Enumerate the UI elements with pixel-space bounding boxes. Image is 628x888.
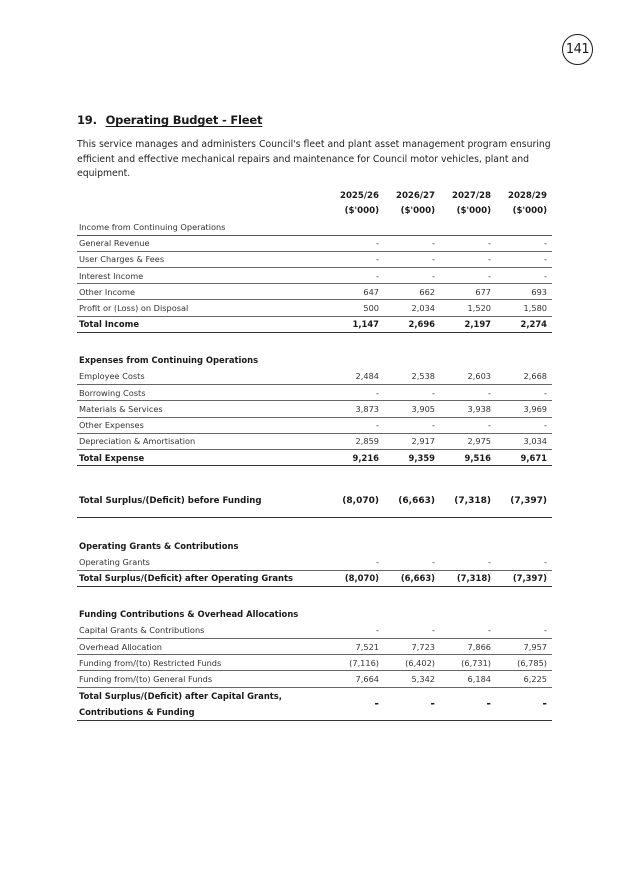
row-label: Funding from/(to) General Funds	[77, 671, 328, 687]
value-cell: 500	[328, 300, 384, 316]
section-heading	[77, 113, 262, 127]
section-intro: This service manages and administers Council's fleet and plant asset management program ensuring efficient and effective mechanical repairs and maintenance for Council motor vehicles, plant and equipment.	[77, 139, 551, 180]
value-cell: -	[328, 687, 384, 720]
value-cell: -	[384, 622, 440, 638]
column-unit: ($'000)	[456, 206, 491, 216]
value-cell: 677	[440, 284, 496, 300]
value-cell: 662	[384, 284, 440, 300]
value-cell: 7,866	[440, 639, 496, 655]
value-cell: -	[384, 235, 440, 251]
value-cell	[384, 466, 440, 486]
row-label: Operating Grants & Contributions	[79, 540, 239, 551]
column-header	[435, 189, 491, 219]
value-cell	[496, 332, 552, 352]
line-item-row	[77, 369, 552, 385]
value-cell: -	[328, 385, 384, 401]
value-cell	[384, 606, 440, 622]
value-cell	[328, 606, 384, 622]
value-cell: (8,070)	[328, 486, 384, 518]
value-cell: -	[440, 687, 496, 720]
value-cell: -	[440, 235, 496, 251]
total-row	[77, 570, 552, 586]
column-header	[379, 189, 435, 219]
value-cell: 2,484	[328, 369, 384, 385]
value-cell	[328, 466, 384, 486]
value-cell	[496, 352, 552, 368]
operating-budget-table	[77, 219, 552, 721]
value-cell: (6,402)	[384, 655, 440, 671]
value-cell: 7,664	[328, 671, 384, 687]
value-cell: 3,969	[496, 401, 552, 417]
value-cell	[440, 518, 496, 538]
page-number-badge: 141	[562, 34, 593, 65]
line-item-row	[77, 554, 552, 570]
column-year: 2026/27	[395, 191, 435, 201]
row-label: Operating Grants	[77, 554, 328, 570]
row-label: Employee Costs	[77, 369, 328, 385]
line-item-row	[77, 417, 552, 433]
value-cell	[328, 518, 384, 538]
row-label: Materials & Services	[77, 401, 328, 417]
value-cell: 3,938	[440, 401, 496, 417]
value-cell: (7,397)	[496, 486, 552, 518]
value-cell	[496, 466, 552, 486]
value-cell: 9,671	[496, 449, 552, 465]
value-cell: (7,397)	[496, 570, 552, 586]
total-row	[77, 316, 552, 332]
row-label: Other Income	[77, 284, 328, 300]
column-header	[323, 189, 379, 219]
value-cell: -	[328, 554, 384, 570]
value-cell: 1,520	[440, 300, 496, 316]
value-cell: (7,318)	[440, 570, 496, 586]
value-cell: -	[384, 554, 440, 570]
value-cell	[328, 538, 384, 554]
row-label: Overhead Allocation	[77, 639, 328, 655]
row-label: Funding Contributions & Overhead Allocations	[79, 609, 299, 620]
value-cell: 2,034	[384, 300, 440, 316]
value-cell: 2,538	[384, 369, 440, 385]
row-label: Capital Grants & Contributions	[77, 622, 328, 638]
value-cell: -	[384, 268, 440, 284]
value-cell: (8,070)	[328, 570, 384, 586]
value-cell: (6,731)	[440, 655, 496, 671]
row-label	[77, 586, 328, 606]
section-number: 19.	[77, 113, 97, 127]
spacer-row	[77, 332, 552, 352]
section-title: Operating Budget - Fleet	[105, 113, 263, 127]
value-cell: 9,216	[328, 449, 384, 465]
value-cell	[384, 518, 440, 538]
value-cell: -	[440, 622, 496, 638]
value-cell	[440, 332, 496, 352]
value-cell: 2,197	[440, 316, 496, 332]
value-cell: -	[496, 251, 552, 267]
row-label: Total Expense	[77, 449, 328, 465]
value-cell: 2,274	[496, 316, 552, 332]
value-cell: 3,905	[384, 401, 440, 417]
value-cell	[384, 538, 440, 554]
value-cell: -	[496, 385, 552, 401]
value-cell: 7,723	[384, 639, 440, 655]
value-cell: -	[328, 622, 384, 638]
value-cell: -	[328, 235, 384, 251]
line-item-row	[77, 300, 552, 316]
column-header	[491, 189, 547, 219]
row-label: Borrowing Costs	[77, 385, 328, 401]
section-header-row	[77, 538, 552, 554]
value-cell: -	[496, 235, 552, 251]
value-cell: -	[384, 417, 440, 433]
value-cell	[496, 586, 552, 606]
row-label: Depreciation & Amortisation	[77, 433, 328, 449]
column-year: 2025/26	[339, 191, 379, 201]
value-cell	[496, 518, 552, 538]
row-label: Interest Income	[77, 268, 328, 284]
value-cell: 2,668	[496, 369, 552, 385]
row-label: Total Income	[77, 316, 328, 332]
line-item-row	[77, 655, 552, 671]
value-cell	[496, 538, 552, 554]
value-cell: 9,516	[440, 449, 496, 465]
value-cell: -	[496, 622, 552, 638]
value-cell: 7,521	[328, 639, 384, 655]
value-cell: 2,696	[384, 316, 440, 332]
value-cell	[328, 332, 384, 352]
spacer-row	[77, 466, 552, 486]
row-label	[77, 518, 328, 538]
value-cell: -	[384, 251, 440, 267]
value-cell: 2,917	[384, 433, 440, 449]
column-year: 2027/28	[451, 191, 491, 201]
spacer-row	[77, 586, 552, 606]
row-label: Expenses from Continuing Operations	[79, 355, 259, 366]
value-cell: 9,359	[384, 449, 440, 465]
value-cell: 6,184	[440, 671, 496, 687]
column-unit: ($'000)	[512, 206, 547, 216]
value-cell: 7,957	[496, 639, 552, 655]
value-cell	[384, 352, 440, 368]
value-cell: -	[496, 554, 552, 570]
value-cell: -	[440, 554, 496, 570]
line-item-row	[77, 251, 552, 267]
row-label: User Charges & Fees	[77, 251, 328, 267]
section-header-row	[77, 219, 552, 235]
value-cell: -	[328, 251, 384, 267]
line-item-row	[77, 401, 552, 417]
value-cell	[440, 586, 496, 606]
value-cell	[440, 352, 496, 368]
value-cell: 2,975	[440, 433, 496, 449]
value-cell: 2,859	[328, 433, 384, 449]
value-cell	[384, 219, 440, 235]
value-cell: -	[384, 385, 440, 401]
column-year: 2028/29	[507, 191, 547, 201]
row-label	[77, 332, 328, 352]
value-cell	[440, 538, 496, 554]
line-item-row	[77, 433, 552, 449]
row-label	[77, 466, 328, 486]
value-cell: 1,147	[328, 316, 384, 332]
value-cell: 5,342	[384, 671, 440, 687]
value-cell: 693	[496, 284, 552, 300]
value-cell	[328, 352, 384, 368]
value-cell: -	[384, 687, 440, 720]
line-item-row	[77, 671, 552, 687]
value-cell: -	[496, 687, 552, 720]
total-row	[77, 687, 552, 720]
value-cell: (6,785)	[496, 655, 552, 671]
value-cell: -	[440, 268, 496, 284]
value-cell: (7,318)	[440, 486, 496, 518]
value-cell: 1,580	[496, 300, 552, 316]
value-cell: -	[496, 417, 552, 433]
row-label: General Revenue	[77, 235, 328, 251]
value-cell	[328, 219, 384, 235]
section-header-row	[77, 352, 552, 368]
value-cell: 6,225	[496, 671, 552, 687]
line-item-row	[77, 284, 552, 300]
value-cell	[496, 606, 552, 622]
value-cell	[496, 219, 552, 235]
total-row	[77, 486, 552, 518]
value-cell	[440, 606, 496, 622]
spacer-row	[77, 518, 552, 538]
column-unit: ($'000)	[400, 206, 435, 216]
row-label: Profit or (Loss) on Disposal	[77, 300, 328, 316]
line-item-row	[77, 235, 552, 251]
value-cell: -	[328, 268, 384, 284]
value-cell	[440, 466, 496, 486]
line-item-row	[77, 268, 552, 284]
line-item-row	[77, 385, 552, 401]
value-cell: 3,873	[328, 401, 384, 417]
column-unit: ($'000)	[344, 206, 379, 216]
row-label: Total Surplus/(Deficit) before Funding	[77, 486, 328, 518]
row-label: Total Surplus/(Deficit) after Operating Grants	[77, 570, 328, 586]
value-cell	[384, 332, 440, 352]
value-cell: (6,663)	[384, 570, 440, 586]
value-cell: -	[328, 417, 384, 433]
value-cell: 3,034	[496, 433, 552, 449]
row-label: Other Expenses	[77, 417, 328, 433]
value-cell	[384, 586, 440, 606]
budget-table-body	[77, 219, 552, 720]
value-cell	[440, 219, 496, 235]
value-cell: -	[440, 385, 496, 401]
value-cell: -	[440, 417, 496, 433]
row-label: Income from Continuing Operations	[77, 219, 328, 235]
value-cell: 2,603	[440, 369, 496, 385]
total-row	[77, 449, 552, 465]
value-cell: -	[496, 268, 552, 284]
line-item-row	[77, 622, 552, 638]
row-label: Total Surplus/(Deficit) after Capital Grants, Contributions & Funding	[77, 687, 328, 720]
value-cell: (6,663)	[384, 486, 440, 518]
value-cell: (7,116)	[328, 655, 384, 671]
value-cell: 647	[328, 284, 384, 300]
section-header-row	[77, 606, 552, 622]
value-cell	[328, 586, 384, 606]
value-cell: -	[440, 251, 496, 267]
line-item-row	[77, 639, 552, 655]
row-label: Funding from/(to) Restricted Funds	[77, 655, 328, 671]
